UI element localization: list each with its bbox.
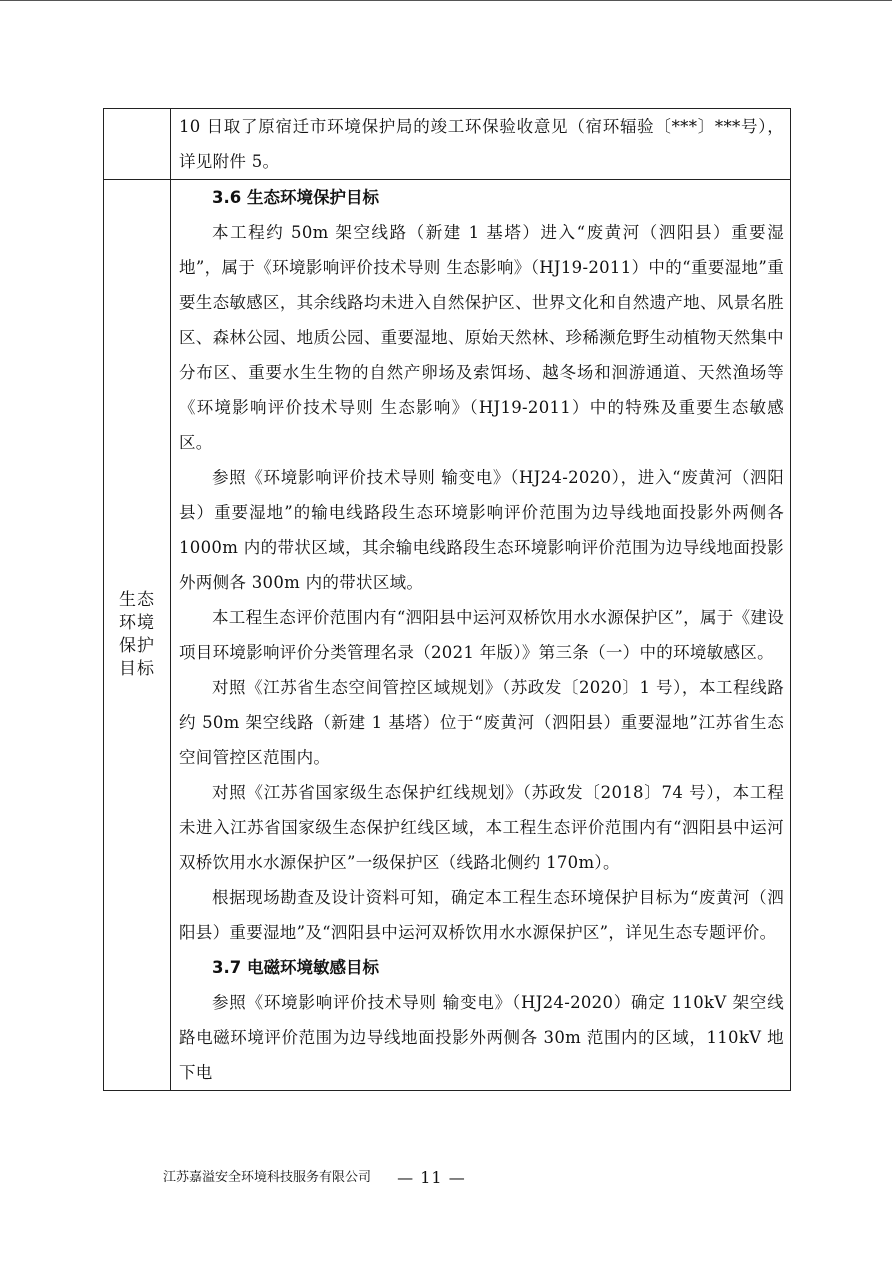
table-row-eco-target <box>104 180 791 1091</box>
table-row-previous-section <box>104 109 791 180</box>
paragraph-eco-1: 本工程约 50m 架空线路（新建 1 基塔）进入“废黄河（泗阳县）重要湿地”，属于《环境影响评价技术导则 生态影响》（HJ19-2011）中的“重要湿地”重要生态敏感区，其余线路均未进入自然保护区、世界文化和自然遗产地、风景名胜区、森林公园、地质公园、重要湿地、原始天然林、珍稀濒危野生动植物天然集中分布区、重要水生生物的自然产卵场及索饵场、越冬场和洄游通道、天然渔场等《环境影响评价技术导则 生态影响》（HJ19-2011）中的特殊及重要生态敏感区。 <box>179 223 784 452</box>
paragraph-eco-4: 对照《江苏省生态空间管控区域规划》（苏政发〔2020〕1 号），本工程线路约 50m 架空线路（新建 1 基塔）位于“废黄河（泗阳县）重要湿地”江苏省生态空间管控区范围内。 <box>179 678 784 767</box>
content-cell-eco-target <box>171 180 791 1091</box>
eco-target-label-cell <box>104 180 171 1091</box>
paragraph-eco-3: 本工程生态评价范围内有“泗阳县中运河双桥饮用水水源保护区”，属于《建设项目环境影响评价分类管理名录（2021 年版）》第三条（一）中的环境敏感区。 <box>179 608 784 662</box>
paragraph-eco-6: 根据现场勘查及设计资料可知，确定本工程生态环境保护目标为“废黄河（泗阳县）重要湿地”及“泗阳县中运河双桥饮用水水源保护区”，详见生态专题评价。 <box>179 888 784 942</box>
report-table <box>103 108 791 1091</box>
heading-3-6: 3.6 生态环境保护目标 <box>212 188 379 207</box>
footer-company-name: 江苏嘉溢安全环境科技服务有限公司 <box>163 1170 372 1185</box>
paragraph-eco-5: 对照《江苏省国家级生态保护红线规划》（苏政发〔2018〕74 号），本工程未进入江苏省国家级生态保护红线区域，本工程生态评价范围内有“泗阳县中运河双桥饮用水水源保护区”一级保护区（线路北侧约 170m）。 <box>179 783 784 872</box>
paragraph-eco-2: 参照《环境影响评价技术导则 输变电》（HJ24-2020），进入“废黄河（泗阳县）重要湿地”的输电线路段生态环境影响评价范围为边导线地面投影外两侧各 1000m 内的带状区域，其余输电线路段生态环境影响评价范围为边导线地面投影外两侧各 300m 内的带状区域。 <box>179 468 784 592</box>
page-top-border <box>0 0 892 1</box>
page-number: — 11 — <box>397 1168 466 1187</box>
continued-paragraph: 10 日取了原宿迁市环境保护局的竣工环保验收意见（宿环辐验〔***〕***号），详见附件 5。 <box>179 117 784 171</box>
side-label-eco-target: 生态环境保护目标 <box>119 590 155 679</box>
paragraph-em-1: 参照《环境影响评价技术导则 输变电》（HJ24-2020）确定 110kV 架空线路电磁环境评价范围为边导线地面投影外两侧各 30m 范围内的区域，110kV 地下电 <box>179 993 784 1082</box>
heading-3-7: 3.7 电磁环境敏感目标 <box>212 958 379 977</box>
page-footer <box>163 1164 563 1192</box>
content-cell-previous <box>171 109 791 180</box>
empty-label-cell <box>104 109 171 180</box>
